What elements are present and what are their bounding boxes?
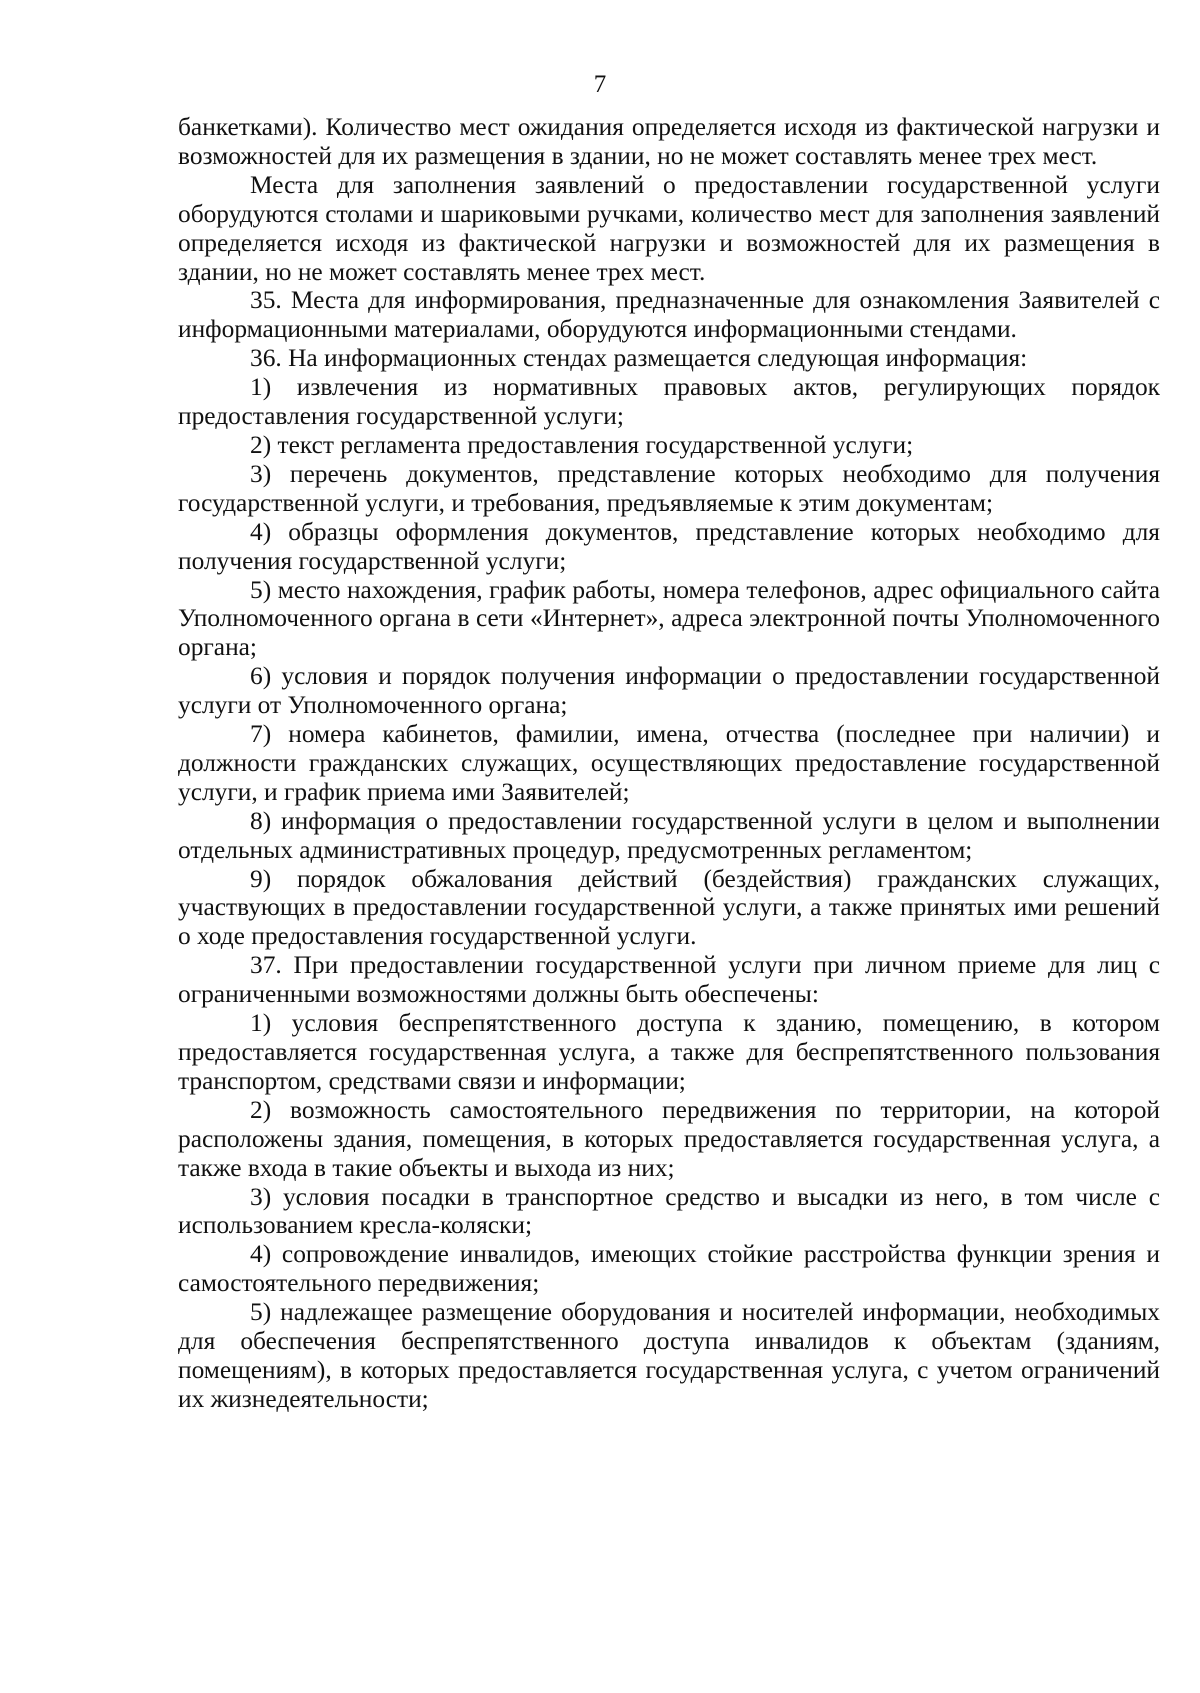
paragraph: 2) возможность самостоятельного передвижения по территории, на которой расположены здания, помещения, в которых предоставляется государственная услуга, а также входа в такие объекты и выхода из них; (178, 1095, 1160, 1182)
paragraph: 5) надлежащее размещение оборудования и носителей информации, необходимых для обеспечения беспрепятственного доступа инвалидов к объектам (зданиям, помещениям), в которых предоставляется государственная услуга, с учетом ограничений их жизнедеятельности; (178, 1298, 1160, 1413)
paragraph: Места для заполнения заявлений о предоставлении государственной услуги оборудуются столами и шариковыми ручками, количество мест для заполнения заявлений определяется исходя из фактической нагрузки и возможностей для их размещения в здании, но не может составлять менее трех мест. (178, 170, 1160, 286)
paragraph: 6) условия и порядок получения информации о предоставлении государственной услуги от Уполномоченного органа; (178, 662, 1160, 720)
document-body (178, 113, 1160, 1414)
paragraph: 9) порядок обжалования действий (бездействия) гражданских служащих, участвующих в предоставлении государственной услуги, а также принятых ими решений о ходе предоставления государственной услуги. (178, 864, 1160, 951)
page-number: 7 (593, 71, 607, 98)
paragraph: 36. На информационных стендах размещается следующая информация: (250, 344, 1028, 373)
paragraph: 1) условия беспрепятственного доступа к зданию, помещению, в котором предоставляется государственная услуга, а также для беспрепятственного пользования транспортом, средствами связи и информации; (178, 1009, 1160, 1095)
paragraph: 3) перечень документов, представление которых необходимо для получения государственной услуги, и требования, предъявляемые к этим документам; (178, 459, 1160, 517)
paragraph: 2) текст регламента предоставления государственной услуги; (250, 430, 914, 459)
paragraph: 37. При предоставлении государственной услуги при личном приеме для лиц с ограниченными возможностями должны быть обеспечены: (178, 951, 1160, 1009)
paragraph: 4) образцы оформления документов, представление которых необходимо для получения государственной услуги; (178, 517, 1160, 575)
paragraph: 8) информация о предоставлении государственной услуги в целом и выполнении отдельных административных процедур, предусмотренных регламентом; (178, 806, 1160, 864)
paragraph: 1) извлечения из нормативных правовых актов, регулирующих порядок предоставления государственной услуги; (178, 373, 1160, 431)
paragraph: 3) условия посадки в транспортное средство и высадки из него, в том числе с использованием кресла-коляски; (178, 1182, 1160, 1240)
paragraph: 4) сопровождение инвалидов, имеющих стойкие расстройства функции зрения и самостоятельного передвижения; (178, 1240, 1160, 1298)
paragraph: банкетками). Количество мест ожидания определяется исходя из фактической нагрузки и возможностей для их размещения в здании, но не может составлять менее трех мест. (178, 113, 1160, 170)
paragraph: 35. Места для информирования, предназначенные для ознакомления Заявителей с информационными материалами, оборудуются информационными стендами. (178, 286, 1160, 344)
paragraph: 7) номера кабинетов, фамилии, имена, отчества (последнее при наличии) и должности гражданских служащих, осуществляющих предоставление государственной услуги, и график приема ими Заявителей; (178, 720, 1160, 806)
paragraph: 5) место нахождения, график работы, номера телефонов, адрес официального сайта Уполномоченного органа в сети «Интернет», адреса электронной почты Уполномоченного органа; (178, 575, 1160, 662)
